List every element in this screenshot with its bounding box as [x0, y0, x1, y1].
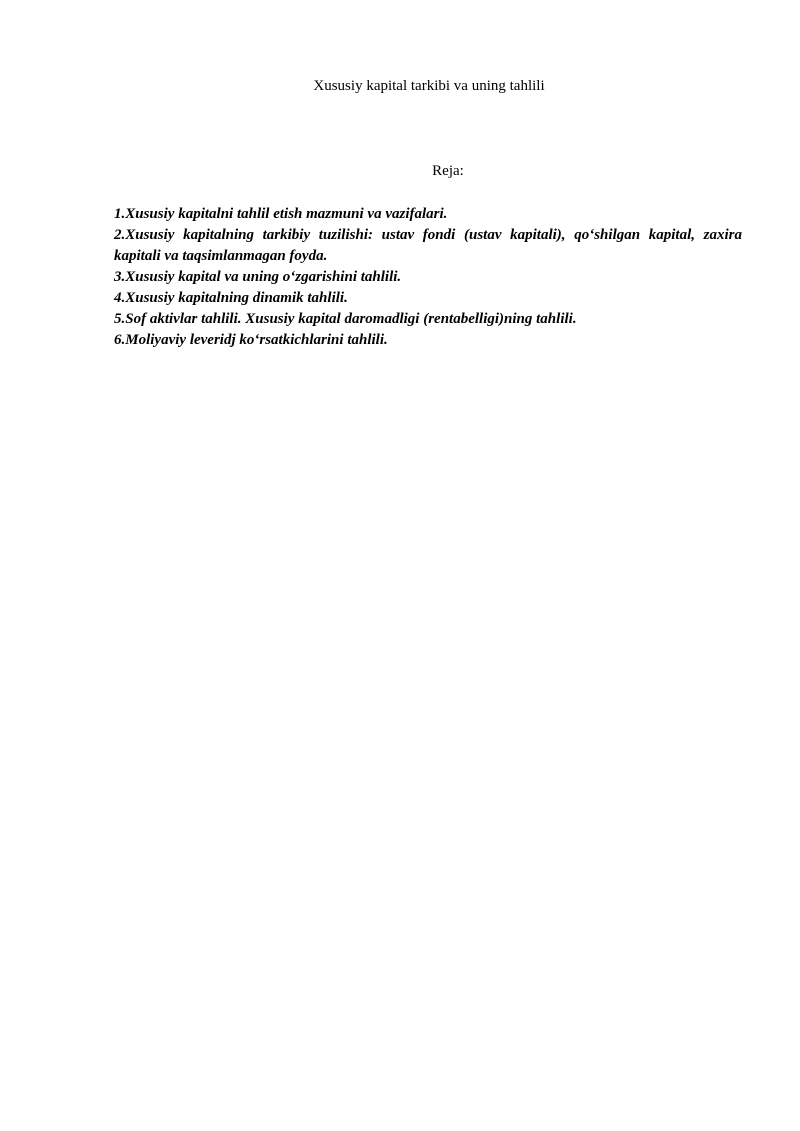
plan-item: 6.Moliyaviy leveridj ko‘rsatkichlarini tahlili. [114, 332, 388, 348]
plan-item: 3.Xususiy kapital va uning o‘zgarishini tahlili. [114, 269, 402, 285]
plan-heading: Reja: [432, 163, 464, 179]
plan-item: 5.Sof aktivlar tahlili. Xususiy kapital daromadligi (rentabelligi)ning tahlili. [114, 311, 577, 327]
document-title: Xususiy kapital tarkibi va uning tahlili [313, 78, 545, 94]
plan-item: 2.Xususiy kapitalning tarkibiy tuzilishi: ustav fondi (ustav kapitali), qo‘shilgan kapital, zaxira kapitali va taqsimlanmagan foyda. [114, 227, 742, 264]
plan-list [114, 204, 742, 351]
plan-item: 1.Xususiy kapitalni tahlil etish mazmuni va vazifalari. [114, 206, 448, 222]
plan-item: 4.Xususiy kapitalning dinamik tahlili. [114, 290, 348, 306]
